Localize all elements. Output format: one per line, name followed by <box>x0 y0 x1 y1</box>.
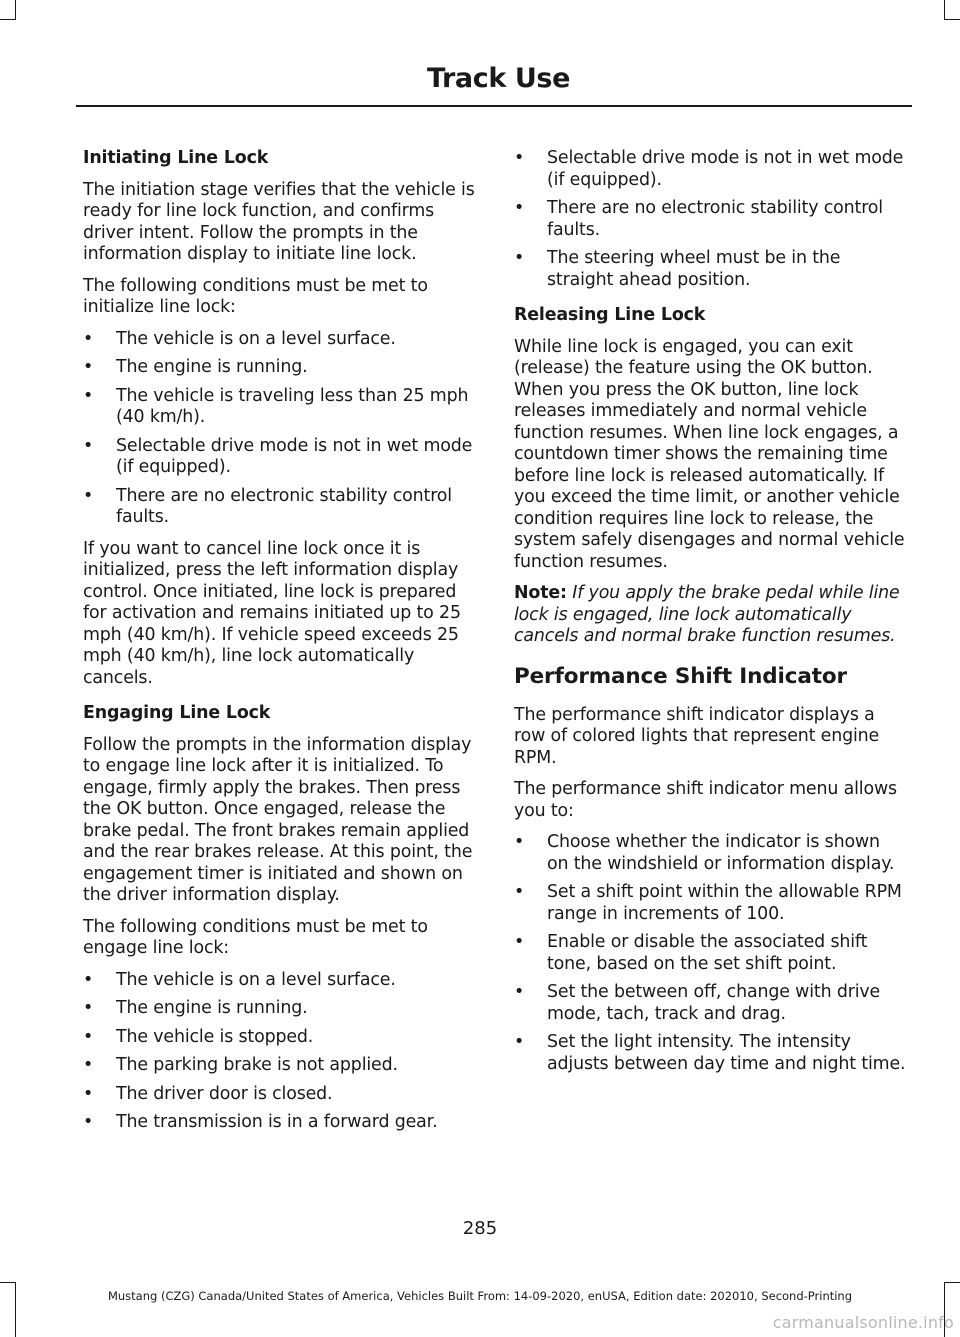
releasing-paragraph: While line lock is engaged, you can exit (release) the feature using the OK button. When you press the OK button, line lock releases immediately and normal vehicle function resumes. When line lock engages, a countdown timer shows the remaining time before line lock is released automatically. If you exceed the time limit, or another vehicle condition requires line lock to release, the system safely disengages and normal vehicle function resumes. <box>514 336 905 572</box>
edition-footer: Mustang (CZG) Canada/United States of America, Vehicles Built From: 14-09-2020, enUSA, Edition date: 202010, Second-Printing <box>107 1289 853 1303</box>
bullet-icon: • <box>83 385 94 406</box>
engaging-conditions-list-continued <box>514 148 906 291</box>
list-item <box>514 198 906 241</box>
list-item <box>83 386 475 429</box>
crop-mark-bottom-right <box>944 1282 960 1283</box>
right-column <box>514 148 906 1085</box>
bullet-icon: • <box>83 998 94 1018</box>
list-item <box>514 932 906 975</box>
performance-paragraph: The performance shift indicator displays a row of colored lights that represent engine RPM. <box>514 704 880 768</box>
bullet-icon: • <box>83 485 94 506</box>
note-text: If you apply the brake pedal while line lock is engaged, line lock automatically cancels and normal brake function resumes. <box>514 583 900 646</box>
list-item <box>83 970 475 992</box>
engaging-conditions-list <box>83 970 475 1134</box>
left-column <box>83 148 475 1144</box>
bullet-icon: • <box>514 248 525 268</box>
engaging-line-lock-heading: Engaging Line Lock <box>83 703 271 723</box>
crop-mark-top-right <box>944 0 945 19</box>
bullet-icon: • <box>514 882 525 902</box>
crop-mark-bottom-left <box>0 1282 16 1283</box>
cancel-line-lock-paragraph: If you want to cancel line lock once it is initialized, press the left information display control. Once initiated, line lock is prepared for activation and remains initiated up to 25 mph (40 km/h). If vehicle speed exceeds 25 mph (40 km/h), line lock automatically cancels. <box>83 538 461 688</box>
list-item <box>83 486 475 529</box>
list-item-text: The vehicle is on a level surface. <box>116 969 396 990</box>
list-item <box>83 357 475 379</box>
list-item-text: The transmission is in a forward gear. <box>116 1112 438 1132</box>
list-item <box>514 882 906 925</box>
bullet-icon: • <box>83 1055 94 1075</box>
list-item-text: The vehicle is on a level surface. <box>116 328 396 349</box>
list-item-text: The vehicle is stopped. <box>116 1026 314 1047</box>
list-item <box>514 148 906 191</box>
list-item <box>514 248 906 291</box>
list-item <box>83 1027 475 1049</box>
bullet-icon: • <box>514 832 525 852</box>
list-item-text: Choose whether the indicator is shown on the windshield or information display. <box>547 832 895 874</box>
bullet-icon: • <box>514 1032 525 1052</box>
list-item <box>514 1032 906 1075</box>
list-item <box>514 982 906 1025</box>
list-item-text: Set the light intensity. The intensity adjusts between day time and night time. <box>547 1032 906 1074</box>
list-item <box>83 436 475 479</box>
bullet-icon: • <box>514 148 525 168</box>
list-item <box>83 1112 475 1134</box>
initiating-conditions-list <box>83 329 475 529</box>
crop-mark-top-left <box>0 19 16 20</box>
bullet-icon: • <box>83 1083 94 1104</box>
list-item-text: Selectable drive mode is not in wet mode (if equipped). <box>547 148 904 190</box>
releasing-line-lock-heading: Releasing Line Lock <box>514 305 706 325</box>
list-item-text: Selectable drive mode is not in wet mode (if equipped). <box>116 435 473 477</box>
list-item-text: Set a shift point within the allowable RPM range in increments of 100. <box>547 882 902 924</box>
performance-shift-indicator-heading: Performance Shift Indicator <box>514 663 847 689</box>
initiating-paragraph: The initiation stage verifies that the vehicle is ready for line lock function, and confirms driver intent. Follow the prompts in the information display to initiate line lock. <box>83 179 475 264</box>
initiating-line-lock-heading: Initiating Line Lock <box>83 148 269 168</box>
initiating-conditions-intro: The following conditions must be met to initialize line lock: <box>83 275 428 317</box>
bullet-icon: • <box>83 357 94 377</box>
list-item <box>83 998 475 1020</box>
list-item <box>83 1084 475 1106</box>
list-item-text: The parking brake is not applied. <box>116 1055 398 1075</box>
list-item-text: The driver door is closed. <box>116 1083 333 1104</box>
list-item <box>83 1055 475 1077</box>
bullet-icon: • <box>83 969 94 990</box>
watermark: carmanualsonline.info <box>772 1313 954 1332</box>
bullet-icon: • <box>514 982 525 1002</box>
bullet-icon: • <box>83 1026 94 1047</box>
list-item-text: The engine is running. <box>116 998 308 1018</box>
crop-mark-top-left <box>15 0 16 19</box>
note-label: Note: <box>514 583 567 603</box>
bullet-icon: • <box>514 932 525 952</box>
section-title: Track Use <box>426 63 570 94</box>
bullet-icon: • <box>514 198 525 218</box>
engaging-conditions-intro: The following conditions must be met to engage line lock: <box>83 916 428 958</box>
bullet-icon: • <box>83 1112 94 1132</box>
list-item-text: The engine is running. <box>116 357 308 377</box>
bullet-icon: • <box>83 435 94 456</box>
list-item <box>83 329 475 351</box>
page-number: 285 <box>462 1218 498 1239</box>
performance-menu-intro: The performance shift indicator menu allows you to: <box>514 779 897 821</box>
list-item-text: Set the between off, change with drive mode, tach, track and drag. <box>547 982 881 1024</box>
list-item-text: The vehicle is traveling less than 25 mph (40 km/h). <box>116 385 469 427</box>
list-item-text: There are no electronic stability control faults. <box>116 485 452 527</box>
note-paragraph <box>514 583 906 648</box>
list-item <box>514 832 906 875</box>
crop-mark-top-right <box>944 19 960 20</box>
list-item-text: Enable or disable the associated shift tone, based on the set shift point. <box>547 932 868 974</box>
bullet-icon: • <box>83 328 94 349</box>
list-item-text: There are no electronic stability control faults. <box>547 198 883 240</box>
list-item-text: The steering wheel must be in the straight ahead position. <box>547 248 841 290</box>
header-rule <box>76 105 912 107</box>
performance-menu-list <box>514 832 906 1075</box>
engaging-paragraph: Follow the prompts in the information display to engage line lock after it is initialized. To engage, firmly apply the brakes. Then press the OK button. Once engaged, release the brake pedal. The front brakes remain applied and the rear brakes release. At this point, the engagement timer is initiated and shown on the driver information display. <box>83 734 473 905</box>
